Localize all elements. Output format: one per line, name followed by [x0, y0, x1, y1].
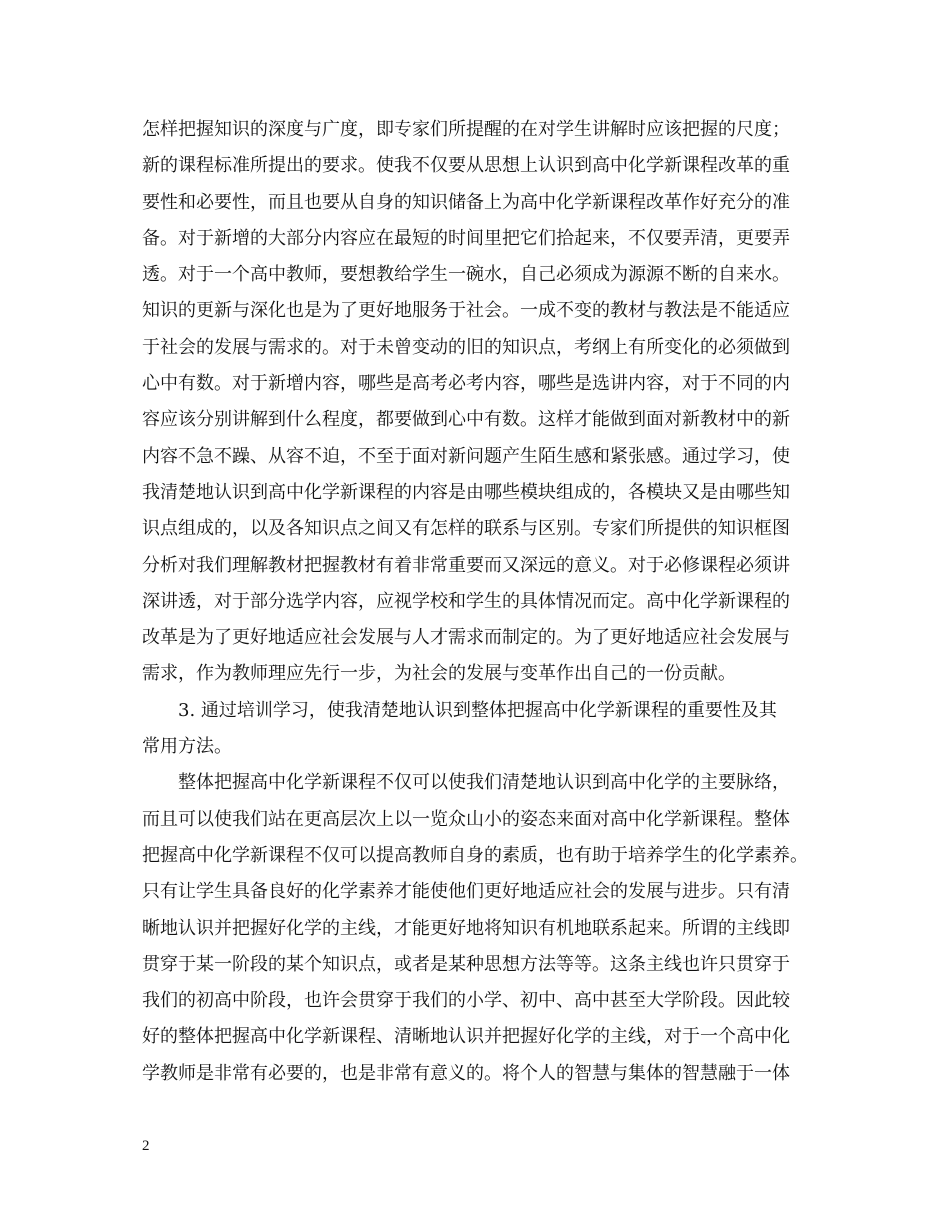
text-line: 心中有数。对于新增内容，哪些是高考必考内容，哪些是选讲内容，对于不同的内: [142, 373, 790, 395]
text-line: 常用方法。: [142, 736, 232, 758]
text-line: 学教师是非常有必要的，也是非常有意义的。将个人的智慧与集体的智慧融于一体: [142, 1062, 790, 1084]
section-heading-line: 3. 通过培训学习，使我清楚地认识到整体把握高中化学新课程的重要性及其: [178, 699, 777, 721]
text-line: 分析对我们理解教材把握教材有着非常重要而又深远的意义。对于必修课程必须讲: [142, 554, 790, 576]
text-line: 于社会的发展与需求的。对于未曾变动的旧的知识点，考纲上有所变化的必须做到: [142, 336, 790, 358]
paragraph-start-line: 整体把握高中化学新课程不仅可以使我们清楚地认识到高中化学的主要脉络，: [178, 772, 790, 794]
text-line: 我清楚地认识到高中化学新课程的内容是由哪些模块组成的，各模块又是由哪些知: [142, 481, 790, 503]
text-line: 我们的初高中阶段，也许会贯穿于我们的小学、初中、高中甚至大学阶段。因此较: [142, 990, 790, 1012]
text-line: 只有让学生具备良好的化学素养才能使他们更好地适应社会的发展与进步。只有清: [142, 881, 790, 903]
text-line: 深讲透，对于部分选学内容，应视学校和学生的具体情况而定。高中化学新课程的: [142, 590, 790, 612]
text-line: 内容不急不躁、从容不迫，不至于面对新问题产生陌生感和紧张感。通过学习，使: [142, 445, 790, 467]
text-line: 识点组成的，以及各知识点之间又有怎样的联系与区别。专家们所提供的知识框图: [142, 518, 790, 540]
text-line: 知识的更新与深化也是为了更好地服务于社会。一成不变的教材与教法是不能适应: [142, 300, 790, 322]
body-text: [142, 112, 822, 1092]
text-line: 容应该分别讲解到什么程度，都要做到心中有数。这样才能做到面对新教材中的新: [142, 409, 790, 431]
text-line: 备。对于新增的大部分内容应在最短的时间里把它们拾起来，不仅要弄清，更要弄: [142, 227, 790, 249]
text-line: 怎样把握知识的深度与广度，即专家们所提醒的在对学生讲解时应该把握的尺度；: [142, 119, 790, 140]
page-number: 2: [142, 1138, 150, 1154]
text-line: 把握高中化学新课程不仅可以提高教师自身的素质，也有助于培养学生的化学素养。: [142, 844, 808, 866]
text-line: 新的课程标准所提出的要求。使我不仅要从思想上认识到高中化学新课程改革的重: [142, 155, 790, 177]
text-line: 需求，作为教师理应先行一步，为社会的发展与变革作出自己的一份贡献。: [142, 663, 736, 685]
text-line: 改革是为了更好地适应社会发展与人才需求而制定的。为了更好地适应社会发展与: [142, 627, 790, 649]
text-line: 晰地认识并把握好化学的主线，才能更好地将知识有机地联系起来。所谓的主线即: [142, 917, 790, 939]
text-line: 贯穿于某一阶段的某个知识点，或者是某种思想方法等等。这条主线也许只贯穿于: [142, 953, 790, 975]
text-line: 而且可以使我们站在更高层次上以一览众山小的姿态来面对高中化学新课程。整体: [142, 808, 790, 830]
text-line: 好的整体把握高中化学新课程、清晰地认识并把握好化学的主线，对于一个高中化: [142, 1026, 790, 1048]
text-line: 要性和必要性，而且也要从自身的知识储备上为高中化学新课程改革作好充分的准: [142, 191, 790, 213]
text-line: 透。对于一个高中教师，要想教给学生一碗水，自己必须成为源源不断的自来水。: [142, 264, 790, 286]
